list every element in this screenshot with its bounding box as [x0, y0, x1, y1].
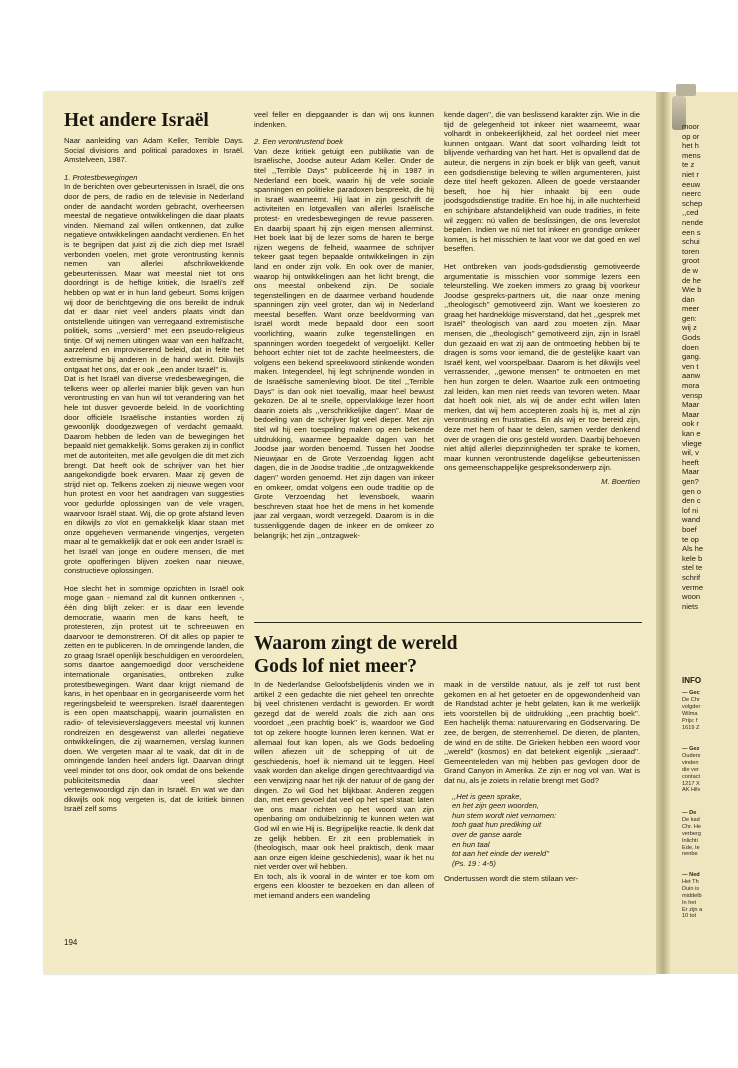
facing-page-line: schep: [682, 198, 703, 208]
info-block-line: In het: [682, 899, 696, 906]
info-block-line: vinden: [682, 759, 699, 766]
article2-column-1: [254, 680, 434, 901]
info-block-line: 10 tot: [682, 913, 696, 920]
facing-page-line: gang.: [682, 352, 702, 362]
facing-page-line: neerc: [682, 189, 701, 199]
article2-column-2: [444, 680, 640, 884]
facing-page-line: moor: [682, 122, 700, 131]
info-block-heading: — Gec: [682, 690, 700, 696]
article-divider: [254, 622, 642, 623]
info-block-line: Prijs: f: [682, 717, 698, 724]
facing-page-line: schui: [682, 237, 700, 247]
info-block-line: Ouders: [682, 752, 701, 759]
facing-page-line: Wie b: [682, 285, 702, 295]
facing-page-line: Maar: [682, 467, 700, 477]
article2-paragraph: Ondertussen wordt die stem stilaan ver-: [444, 874, 579, 884]
facing-page-line: mora: [682, 381, 700, 391]
info-block-line: contact: [682, 773, 701, 780]
facing-page-line: de w: [682, 265, 699, 275]
facing-page-line: woon: [682, 592, 701, 602]
article2-paragraph: In de Nederlandse Geloofsbelijdenis vinden we in artikel 2 een gedachte die niet geheel ten onrechte bij veel christenen verdacht is geworden. Er wordt gezegd dat de wereld zoals die zich aan ons voordoet ,,een prachtig boek'' is, waardoor we God tot op zekere hoogte kunnen leren kennen. Wat er allemaal fout kan lopen, als we Gods bedoeling willen afiezen uit de schepping of uit de geschiedenis, hoef ik niemand uit te leggen. Heel vaak worden dan akelige dingen gerechtvaardigd via een verwijzing naar het rijk der natuur of de gang der dingen. Zo wil God het blijkbaar. Anderen zeggen dan, met een gevoel dat veel op het spel staat: laten we ons maar richten op het woord van zijn openbaring om onduibelzinnig te kunnen weten wat God wil en wie Hij is. Begrijpelijke reactie. Ik denk dat ze gelijk hebben. Er zit een problematiek in (theologisch, maar ook heel praktisch, denk maar aan onze eigen kleine geschiedenis), waar ik het nu niet verder over wil hebben.: [254, 680, 434, 872]
facing-page-line: gen o: [682, 486, 702, 496]
facing-page-line: schrif: [682, 572, 701, 582]
info-block-heading: — De: [682, 810, 697, 816]
page-number: 194: [64, 938, 78, 947]
article1-title: Het andere Israël: [64, 110, 209, 131]
facing-page-line: den c: [682, 496, 701, 506]
facing-page-text: [682, 122, 738, 611]
facing-page-line: kan e: [682, 429, 701, 438]
facing-page-line: gen?: [682, 476, 699, 486]
facing-page-line: verme: [682, 582, 704, 592]
facing-page-line: kele b: [682, 553, 703, 563]
facing-page-line: stel te: [682, 563, 703, 573]
poem-line: over de ganse aarde: [452, 829, 522, 839]
article1-paragraph: kende dagen'', die van beslissend karakter zijn. Wie in die tijd de gelegenheid tot inkeer niet waarneemt, waar volhardt in onbekeerlijkheid, zal het oordeel niet meer kunnen ontgaan. Want dat soort volharding leidt tot blijvende verharding van het hart. Het is opvallend dat de auteur, die nergens in zijn boek er blijk van geeft, vanuit een godsdienstige beleving te willen argumenteren, juist deze titel heeft gekozen. Alleen de goede verstaander beseft, hoe hij hier inhaakt bij een oude joodsgodsdienstige traditie. En hoe hij, in alle nuchterheid en schijnbare afstandelijkheid van oude tradities, in feite wil zeggen: nú vallen de beslissingen, die ons levenslot bepalen. Indien we nú niet tot inkeer en grondige omkeer komen, is het misschien te laat voor we dat goed en wel beseffen.: [444, 110, 640, 254]
info-block: [682, 872, 738, 920]
poem-line: (Ps. 19 : 4-5): [452, 858, 496, 868]
facing-page-line: Maar: [682, 400, 700, 410]
poem-line: en het zijn geen woorden,: [452, 801, 539, 811]
info-block-line: De kad: [682, 816, 700, 823]
facing-page-line: groot: [682, 256, 700, 266]
facing-page-line: te op: [682, 534, 699, 544]
info-block-line: middelb: [682, 892, 702, 899]
article1-paragraph: Dat is het Israël van diverse vredesbewegingen, die telkens weer op allerlei manier blijk geven van hun verontrusting en van hun wil tot verandering van het hele tot dusver gevoerde beleid. In de voorlichting door officiële Israëlische instanties worden zij gewoonlijk doodgezwegen of verdacht gemaakt. Daarom hebben de leden van de bewegingen het bepaald niet gemakkelijk. Soms geraken zij in conflict met de autoriteiten, met alle gevolgen die dit met zich brengt. Dat heeft ook de schrijver van het hier aangekondigde boek ervaren. Maar zij geven de strijd niet op. Telkens zoeken zij nieuwe wegen voor hun protest en voor het aandragen van suggesties voor gedurfde oplossingen van de vele vragen, waarvoor Israël staat. Wij, die op grote afstand leven en dikwijls zo vlot en gemakkelijk klaar staan met onze opgeheven vermanende vingertjes, vergeten maar al te gemakkelijk dat er ook een ander Israël is: het Israël van jonge en oudere mensen, die met grote opofferingen blijven zoeken naar nieuwe, constructieve oplossingen.: [64, 374, 244, 576]
info-block-line: nenbe: [682, 851, 698, 858]
info-block-line: Ede, te: [682, 844, 700, 851]
info-block-line: De Chr: [682, 696, 700, 703]
article1-column-1: [64, 136, 244, 814]
poem-line: toch gaat hun prediking uit: [452, 820, 542, 830]
facing-page-line: nende: [682, 217, 704, 227]
article2-paragraph: maak in de verstilde natuur, als je zelf tot rust bent gekomen en al het getoeter en de opgewondenheid van de Randstad achter je hebt gelaten, kan ik me werkelijk iets voorstellen bij de uitdrukking ,,een prachtig boek''. Een hachelijk thema: natuurervaring en Godservaring. De zee, de bergen, de sterrenhemel. De dieren, de planten, de wind en de stilte. De Grieken hebben een woord voor ,,wereld'' (kosmos) en dat betekent eigenlijk ,,sieraad''. Gemeenteleden van mij hebben pas gevlogen door de Grand Canyon in Amerika. Ze zijn er nog vol van. Wat is dat nu, als je zoiets in relatie brengt met God?: [444, 680, 640, 785]
facing-page-line: wil, v: [682, 448, 699, 458]
info-block-line: Het Th: [682, 878, 699, 885]
facing-page-line: gen:: [682, 313, 697, 323]
facing-page-line: het h: [682, 141, 699, 151]
article1-paragraph: Van deze kritiek getuigt een publikatie van de Israëlische, Joodse auteur Adam Keller. Onder de titel ,,Terrible Days'' publiceerde hij in 1987 in Nederland een boek, waarin hij de vele sociale spanningen en politieke paradoxen bespreekt, die hij in Israël waarneemt. Hij laat in zijn geschrift de activiteiten en lotgevallen van allerlei Israëlische protest- en vredesbewegingen de revue passeren. En daarbij spaart hij zijn eigen mensen allerminst. Het boek laat bij de lezer soms de haren te berge rijzen wegens de felheid, waarmee de schrijver tekeer gaat tegen bepaalde ontwikkelingen in zijn land en onder zijn volk. En ook over de manier, waarop hij ontwikkelingen aan het licht brengt, die ons meestal onbekend zijn. De sociale tegenstellingen en de daarmee verband houdende spanningen zijn veel groter, dan wij in Nederland meestal beseffen. Want onze beeldvorming van Israël wordt mede bepaald door een soort voorlichting, waarin zulke tegenstellingen en spanningen worden toegedekt of vergoelijkt. Keller behoort echter niet tot de zachte heelmeesters, die volgens een bekend spreekwoord stinkende wonden maken. Integendeel, hij legt schrijnende wonden in de Israëlische samenleving bloot. De titel ,,Terrible Days'' is dan ook niet toevallig, maar heel bewust gekozen. De al te snelle, oppervlakkige lezer hoort daarin zoiets als ,,verschrikkelijke dagen''. Maar de bedoeling van de schrijver ligt veel dieper. Met zijn titel wil hij een toespeling maken op een bekende uitdrukking, waarmee bepaalde dagen van het Joodse jaar worden benoemd. Tussen het Joodse Nieuwjaar en de Grote Verzoendag liggen acht dagen, die in de Joodse traditie ,,de ontzagwekkende dagen'' worden genoemd. Het zijn dagen van inkeer en omkeer, omdat volgens een oude traditie op de Grote Verzoendag het levensboek, waarin beschreven staat hoe het de mens in het komende jaar zal vergaan, wordt verzegeld. Daarom is in die tussenliggende dagen de inkeer en de omkeer zo belangrijk; het zijn ,,ontzagwek-: [254, 146, 434, 540]
facing-page-line: niets: [682, 601, 699, 611]
article1-column-2: [254, 110, 434, 540]
article2-paragraph: En toch, als ik vooral in de winter er toe kom om ergens een klooster te bezoeken en dan alleen of met iemand anders een wandeling: [254, 871, 434, 901]
facing-page-line: ook r: [682, 419, 699, 429]
info-block-line: 1619 Z: [682, 724, 700, 731]
facing-page-line: eeuw: [682, 179, 701, 189]
facing-page-line: te z: [682, 160, 695, 170]
facing-page-line: doen: [682, 342, 699, 352]
article1-paragraph: In de berichten over gebeurtenissen in Israël, die ons door de pers, de radio en de televisie in Nederland onder de aandacht worden gebracht, overheersen meestal de negatieve ontwikkelingen die daar plaats vinden. Niemand zal willen ontkennen, dat zulke negatieve ontwikkelingen aandacht verdienen. En het is te begrijpen dat juist zij die zich diep met Israël verbonden voelen, met grote verontrusting kennis nemen van allerlei afschrikwekkende gebeurtenissen. Maar wat meestal niet tot ons doordringt is de heftige kritiek, die Israëli's zelf hebben op wat er in hun land gebeurt. Soms krijgen wij door de berichtgeving die ons bereikt de indruk dat er daar niet veel anders plaats vindt dan ontstellende uitingen van verregaand extremistische politiek, soms ,,versierd'' met een pseudo-religieus tintje. Of wij nemen uitingen waar van een halfzacht, aarzelend en improviserend beleid, dat in feite het extremisme bij anderen in de hand werkt. Dikwijls ontgaat het ons, dat er ook ,,een ander Israël'' is.: [64, 182, 244, 374]
info-block-line: 1217 X: [682, 780, 700, 787]
info-block-line: die ver: [682, 766, 699, 773]
section2-heading: 2. Een verontrustend boek: [254, 137, 344, 147]
facing-page-line: Gods: [682, 333, 701, 343]
facing-page-line: toren: [682, 246, 700, 256]
info-block-line: volgder: [682, 703, 701, 710]
facing-page-line: dan: [682, 294, 695, 304]
facing-page-line: mens: [682, 150, 701, 160]
poem-line: en hun taal: [452, 839, 490, 849]
info-block-line: Chr. He: [682, 823, 701, 830]
info-block: [682, 810, 738, 858]
article1-column-3: [444, 110, 640, 487]
poem-line: ,,Het is geen sprake,: [452, 791, 522, 801]
article1-paragraph: Het ontbreken van joods-godsdienstig gemotiveerde argumentatie is misschien voor sommige lezers een teleurstelling. We zoeken immers zo graag bij voorkeur Joodse gespreks-partners uit, die naar onze mening ,,theologisch'' gemotiveerd zijn. Want we koesteren zo graag het hardnekkige misverstand, dat het ,,gesprek met Israël'' theologisch van aard zou moeten zijn. Maar mensen, die ,,theologisch'' gemotiveerd zijn, zijn in Israël dun gezaaid en wat zij aan de ontmoeting hebben bij te dragen is soms voor iemand, die de gestelijke kaart van Israël kent, wel voorspelbaar. Daarom is het dikwijls veel verrassender, ,,gewone mensen'' te ontmoeten en met hen hun zorgen te delen. Waartoe zulk een ontmoeting zal leiden, kan men niet reeds van tevoren weten. Maar dat hoeft ook niet, als wij de ander echt willen laten merken, dat wij hem accepteren zoals hij is, met al zijn verontrusting en frustraties. En als wij er toe bereid zijn, deze met hem of haar te delen, samen verder denkend over de vragen die ons gesteld worden. Daarbij behoeven niet altijd allerlei diepzinnigheden ter sprake te komen, maar kunnen verontrustende dagelijkse gebeurtenissen ons gemeenschappelijke gespreksonderwerp zijn.: [444, 261, 640, 473]
book-gutter: [656, 92, 670, 974]
poem-line: tot aan het einde der wereld'': [452, 849, 550, 859]
facing-page-line: aanw: [682, 371, 701, 381]
section1-heading: 1. Protestbewegingen: [64, 172, 138, 182]
facing-page-line: ,,ced: [682, 208, 699, 218]
facing-page-line: vliege: [682, 438, 702, 448]
info-heading: INFO: [682, 676, 702, 685]
facing-page-line: lof ni: [682, 505, 699, 515]
facing-page-line: ven t: [682, 361, 699, 371]
psalm-quote: [452, 792, 640, 869]
facing-page-line: de he: [682, 275, 702, 285]
facing-page-line: Als he: [682, 544, 704, 554]
facing-page-line: een s: [682, 227, 701, 237]
poem-line: hun stem wordt niet vernomen:: [452, 810, 557, 820]
facing-page-line: vensp: [682, 390, 703, 400]
facing-page-line: wand: [682, 515, 701, 525]
info-block-line: Er zijn a: [682, 906, 703, 913]
info-block-heading: — Ned: [682, 872, 700, 878]
info-block-heading: — Gez: [682, 746, 700, 752]
info-block: [682, 746, 738, 794]
facing-page-line: wij z: [682, 323, 697, 333]
page-tab: [676, 84, 696, 96]
article1-author: M. Boertien: [601, 476, 640, 486]
info-block-line: AK Hilv: [682, 787, 701, 794]
facing-page-line: meer: [682, 304, 700, 314]
article2-title: Waarom zingt de wereld Gods lof niet meer?: [254, 633, 458, 677]
info-block-line: Wilma: [682, 710, 698, 717]
facing-page-line: Maar: [682, 409, 700, 419]
facing-page-line: niet r: [682, 169, 699, 179]
facing-page-line: heeft: [682, 457, 699, 467]
article1-paragraph: Hoe slecht het in sommige opzichten in Israël ook moge gaan - niemand zal dit kunnen ontkennen -, één ding blijft zeker: er is daar een levende democratie, waarin men de kans heeft, te protesteren, zijn protest uit te schreeuwen en daarvoor te demonstreren. Of dit alles op papier te zetten en te publiceren. In de omringende landen, die zo graag Israël openlijk beschuldigen en veroordelen, soms daartoe aangemoedigd door verscheidene internationale organisaties, ontbreken zulke protestbewegingen. Want daar krijgt niemand de kans, in het openbaar en in georganiseerde vorm het regeringsbeleid te weerspreken. Israël daarentegen is een open maatschappij, waarin journalisten en radio- of televisieverslaggevers meestal vrij kunnen rondreizen en desgewenst van allerlei negatieve ontwikkelingen, die zij waarnemen, verslag kunnen doen. We vergeten maar al te vaak, dat dit in de omringende landen heel anders ligt. Daarvan dringt veel minder tot ons door, ook omdat de ons bekende publiciteitsmedia daar veel slechter vertegenwoordigd zijn dan in Israël. En wat we dan dikwijls ook nog vergeten is, dat de kritiek binnen Israël zelf soms: [64, 583, 244, 814]
article1-intro: Naar aanleiding van Adam Keller, Terrible Days. Social divisions and political paradoxes in Israël. Amstelveen, 1987.: [64, 136, 244, 165]
facing-page-line: boef: [682, 524, 697, 534]
facing-page-line: op or: [682, 131, 700, 141]
info-block-line: Duin is: [682, 885, 700, 892]
article1-paragraph: veel feller en diepgaander is dan wij ons kunnen indenken.: [254, 110, 434, 129]
info-block-line: Inlichti: [682, 837, 698, 844]
info-block-line: verberg: [682, 830, 701, 837]
info-block: [682, 690, 738, 731]
